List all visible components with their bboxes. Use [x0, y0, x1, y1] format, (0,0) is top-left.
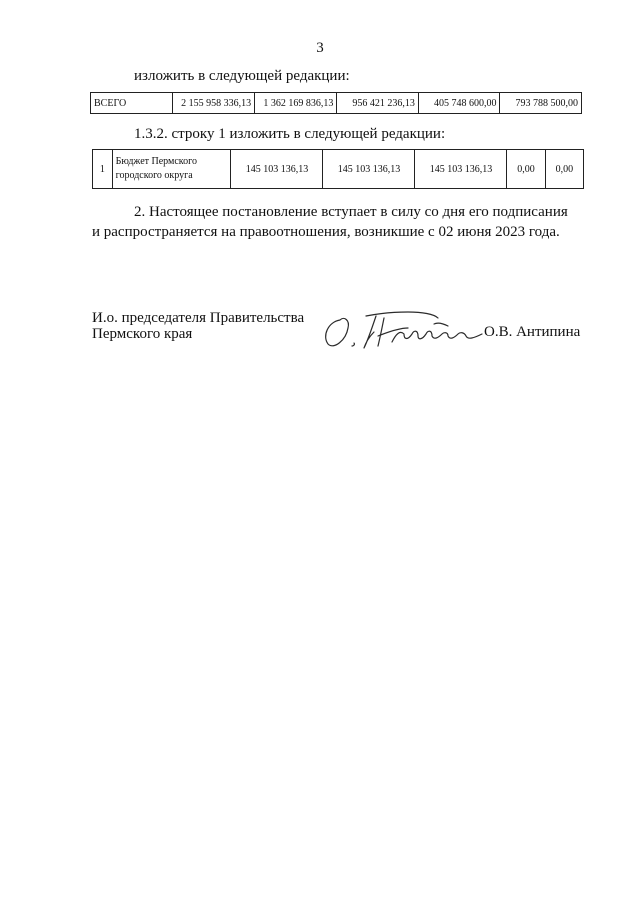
budget-name-line1: Бюджет Пермского: [115, 156, 197, 167]
row1-value-cell: 145 103 136,13: [231, 150, 323, 189]
row1-value-cell: 145 103 136,13: [415, 150, 507, 189]
total-value-cell: 405 748 600,00: [418, 93, 500, 114]
total-table: [90, 92, 582, 114]
budget-name-cell: [112, 150, 231, 189]
row1-value-cell: 0,00: [545, 150, 583, 189]
row-number-cell: 1: [93, 150, 113, 189]
table-row: [91, 93, 582, 114]
signatory-title: [92, 310, 304, 342]
total-value-cell: 1 362 169 836,13: [255, 93, 337, 114]
handwritten-signature: [318, 306, 488, 352]
signatory-title-line1: И.о. председателя Правительства: [92, 310, 305, 326]
budget-name-line2: городского округа: [115, 170, 193, 181]
clause-text: 1.3.2. строку 1 изложить в следующей редакции:: [134, 126, 446, 142]
intro-text: изложить в следующей редакции:: [134, 68, 350, 84]
row1-table: [92, 149, 584, 189]
paragraph-line-2: и распространяется на правоотношения, возникшие с 02 июня 2023 года.: [92, 224, 560, 240]
total-label-cell: ВСЕГО: [91, 93, 173, 114]
row1-value-cell: 0,00: [507, 150, 545, 189]
table-row: [93, 150, 584, 189]
page-number: 3: [316, 40, 324, 56]
row1-value-cell: 145 103 136,13: [323, 150, 415, 189]
total-value-cell: 956 421 236,13: [337, 93, 419, 114]
signatory-title-line2: Пермского края: [92, 326, 193, 342]
signatory-name: О.В. Антипина: [484, 324, 581, 340]
total-value-cell: 2 155 958 336,13: [172, 93, 254, 114]
total-value-cell: 793 788 500,00: [500, 93, 582, 114]
paragraph-line-1: 2. Настоящее постановление вступает в силу со дня его подписания: [134, 204, 568, 220]
